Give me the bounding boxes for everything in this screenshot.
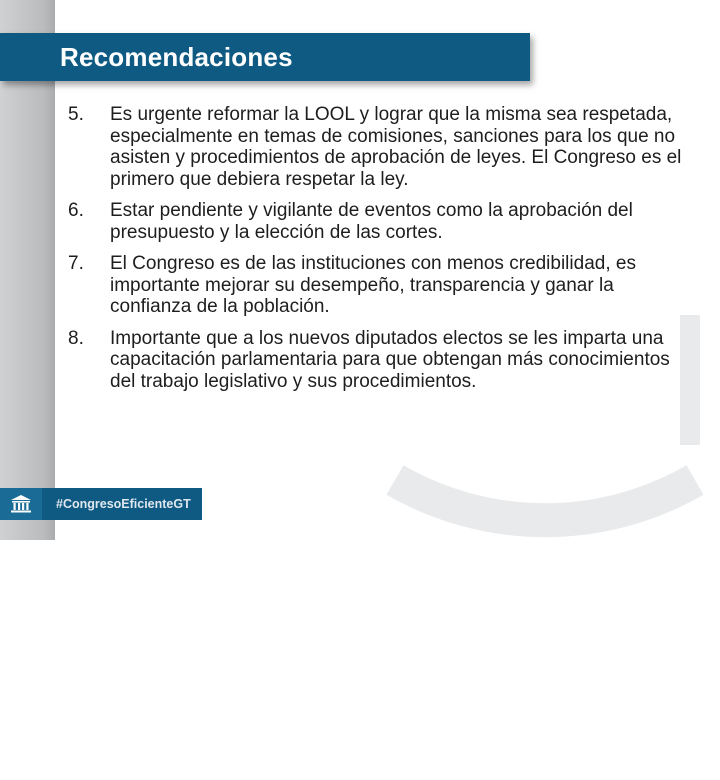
list-item-number: 5. [68, 104, 84, 125]
list-item [68, 328, 688, 393]
title-banner [0, 33, 530, 81]
slide-title: Recomendaciones [60, 41, 293, 72]
list-item-text: El Congreso es de las instituciones con menos credibilidad, es importante mejorar su desempeño, transparencia y ganar la confianza de la población. [110, 253, 636, 317]
list-item [68, 200, 688, 243]
list-item-number: 8. [68, 327, 84, 349]
footer-hashtag: #CongresoEficienteGT [56, 497, 191, 511]
congress-building-icon [0, 488, 42, 520]
list-item-text: Es urgente reformar la LOOL y lograr que la misma sea respetada, especialmente en temas de comisiones, sanciones para los que no asisten y procedimientos de aprobación de leyes. El Congreso es el primero que debiera respetar la ley. [110, 104, 682, 190]
list-item-number: 7. [68, 253, 84, 274]
list-item-text: Importante que a los nuevos diputados electos se les imparta una capacitación parlamentaria para que obtengan más conocimientos del trabajo legislativo y sus procedimientos. [110, 327, 670, 392]
list-item-number: 6. [68, 200, 84, 221]
recommendations-list [68, 104, 688, 402]
left-decorative-bar [0, 0, 55, 540]
list-item [68, 104, 688, 190]
footer-hashtag-bar [0, 488, 202, 520]
list-item-text: Estar pendiente y vigilante de eventos como la aprobación del presupuesto y la elección de las cortes. [110, 200, 633, 243]
list-item [68, 253, 688, 318]
